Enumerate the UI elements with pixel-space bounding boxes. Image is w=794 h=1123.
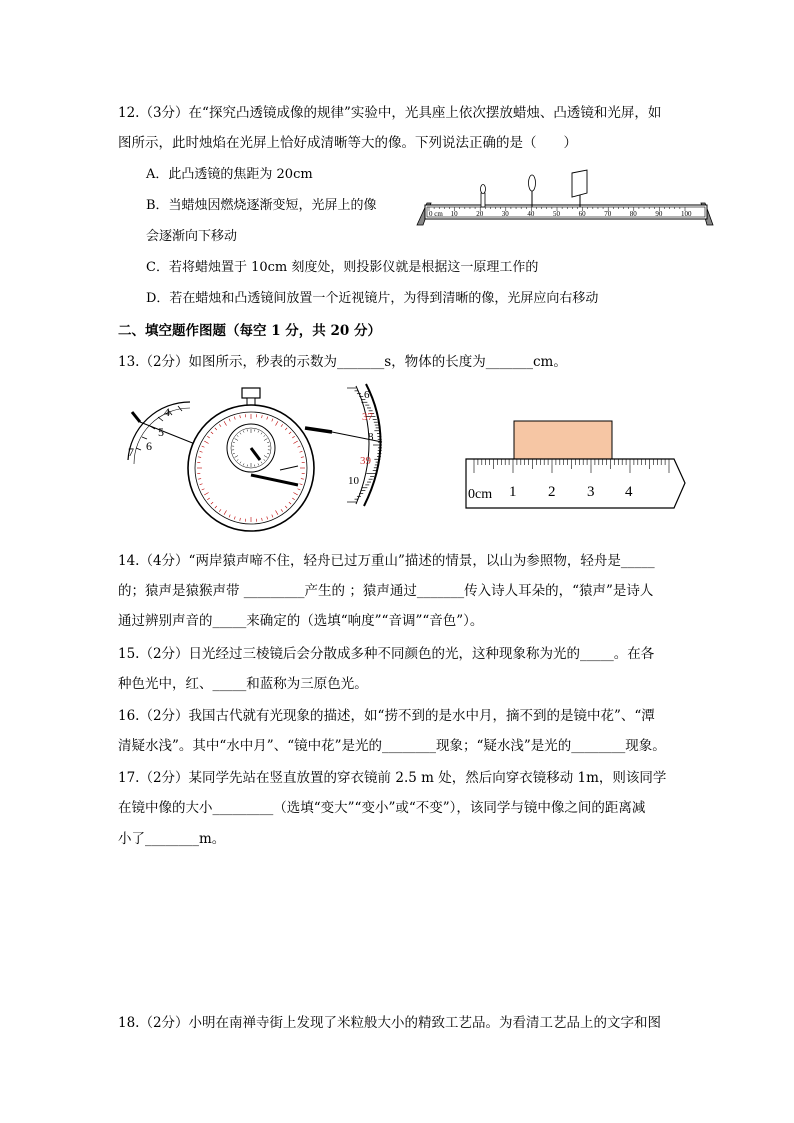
q15-line1: 15.（2分）日光经过三棱镜后会分散成多种不同颜色的光，这种现象称为光的_____。在各 [118, 646, 655, 662]
q15-line2: 种色光中，红、_____和蓝称为三原色光。 [118, 676, 368, 692]
q16-line2: 清疑水浅”。其中“水中月”、“镜中花”是光的________现象；“疑水浅”是光的________现象。 [118, 738, 666, 754]
outer-dial-label: 39 [360, 455, 371, 467]
outer-dial-label: 8 [368, 431, 374, 443]
outer-dial-label: 10 [348, 475, 359, 487]
bench-label: 0 cm [429, 210, 443, 218]
q16-line1: 16.（2分）我国古代就有光现象的描述，如“捞不到的是水中月，摘不到的是镜中花”、“潭 [118, 708, 655, 724]
bench-label: 20 [476, 210, 484, 218]
q18-line1: 18.（2分）小明在南禅寺街上发现了米粒般大小的精致工艺品。为看清工艺品上的文字和图 [118, 1015, 662, 1031]
bench-label: 10 [450, 210, 458, 218]
bench-label: 60 [578, 210, 586, 218]
outer-dial-magnified [305, 384, 382, 506]
stopwatch-figure [120, 380, 425, 540]
ruler-label: 3 [587, 484, 595, 500]
ruler-label: 4 [625, 484, 633, 500]
candle-icon [481, 185, 486, 208]
outer-dial-label: 37 [362, 411, 373, 423]
q14-line1: 14.（4分）“两岸猿声啼不住，轻舟已过万重山”描述的情景，以山为参照物，轻舟是_____ [118, 553, 655, 569]
inner-dial-label: 7 [128, 445, 134, 459]
bench-label: 100 [681, 210, 692, 218]
q14-line2: 的；猿声是猿猴声带 _________产生的 ；猿声通过_______传入诗人耳朵的，“猿声”是诗人 [118, 583, 654, 599]
q13-stem: 13.（2分）如图所示，秒表的示数为_______s，物体的长度为_______cm。 [118, 354, 567, 370]
screen-icon [572, 170, 587, 207]
bench-label: 40 [527, 210, 535, 218]
q12-stem-line1: 12.（3分）在“探究凸透镜成像的规律”实验中，光具座上依次摆放蜡烛、凸透镜和光屏，如 [118, 105, 662, 121]
ruler-label: 0cm [468, 487, 493, 502]
q17-line1: 17.（2分）某同学先站在竖直放置的穿衣镜前 2.5 m 处，然后向穿衣镜移动 1m，则该同学 [118, 770, 667, 786]
bench-label: 30 [501, 210, 509, 218]
q12-option-d: D．若在蜡烛和凸透镜间放置一个近视镜片，为得到清晰的像，光屏应向右移动 [146, 291, 599, 306]
q17-line2: 在镜中像的大小_________（选填“变大”“变小”或“不变”），该同学与镜中像之间的距离减 [118, 800, 646, 816]
bench-label: 70 [604, 210, 612, 218]
ruler-figure [464, 418, 686, 513]
stopwatch-icon [188, 388, 314, 531]
section-heading: 二、填空题作图题（每空 1 分，共 20 分） [118, 323, 381, 339]
measured-block [514, 421, 612, 459]
ruler-label: 2 [548, 484, 556, 500]
lens-icon [529, 175, 536, 207]
q14-line3: 通过辨别声音的_____来确定的（选填“响度”“音调”“音色”）。 [118, 613, 484, 629]
inner-dial-label: 4 [164, 405, 170, 419]
bench-label: 80 [629, 210, 637, 218]
optical-bench-figure [415, 165, 715, 230]
bench-label: 90 [655, 210, 663, 218]
q12-option-b-line1: B．当蜡烛因燃烧逐渐变短，光屏上的像 [146, 198, 377, 213]
outer-dial-label: 6 [364, 389, 370, 401]
ruler-label: 1 [509, 484, 517, 500]
q17-line3: 小了________m。 [118, 831, 226, 847]
q12-stem-line2: 图所示，此时烛焰在光屏上恰好成清晰等大的像。下列说法正确的是（ ） [118, 135, 577, 151]
inner-dial-label: 6 [146, 439, 152, 453]
q12-option-c: C．若将蜡烛置于 10cm 刻度处，则投影仪就是根据这一原理工作的 [146, 260, 539, 275]
q12-option-a: A．此凸透镜的焦距为 20cm [146, 167, 313, 182]
ruler [466, 459, 685, 508]
bench-label: 50 [553, 210, 560, 218]
q12-option-b-line2: 会逐渐向下移动 [146, 229, 238, 244]
inner-dial-label: 5 [158, 425, 164, 439]
